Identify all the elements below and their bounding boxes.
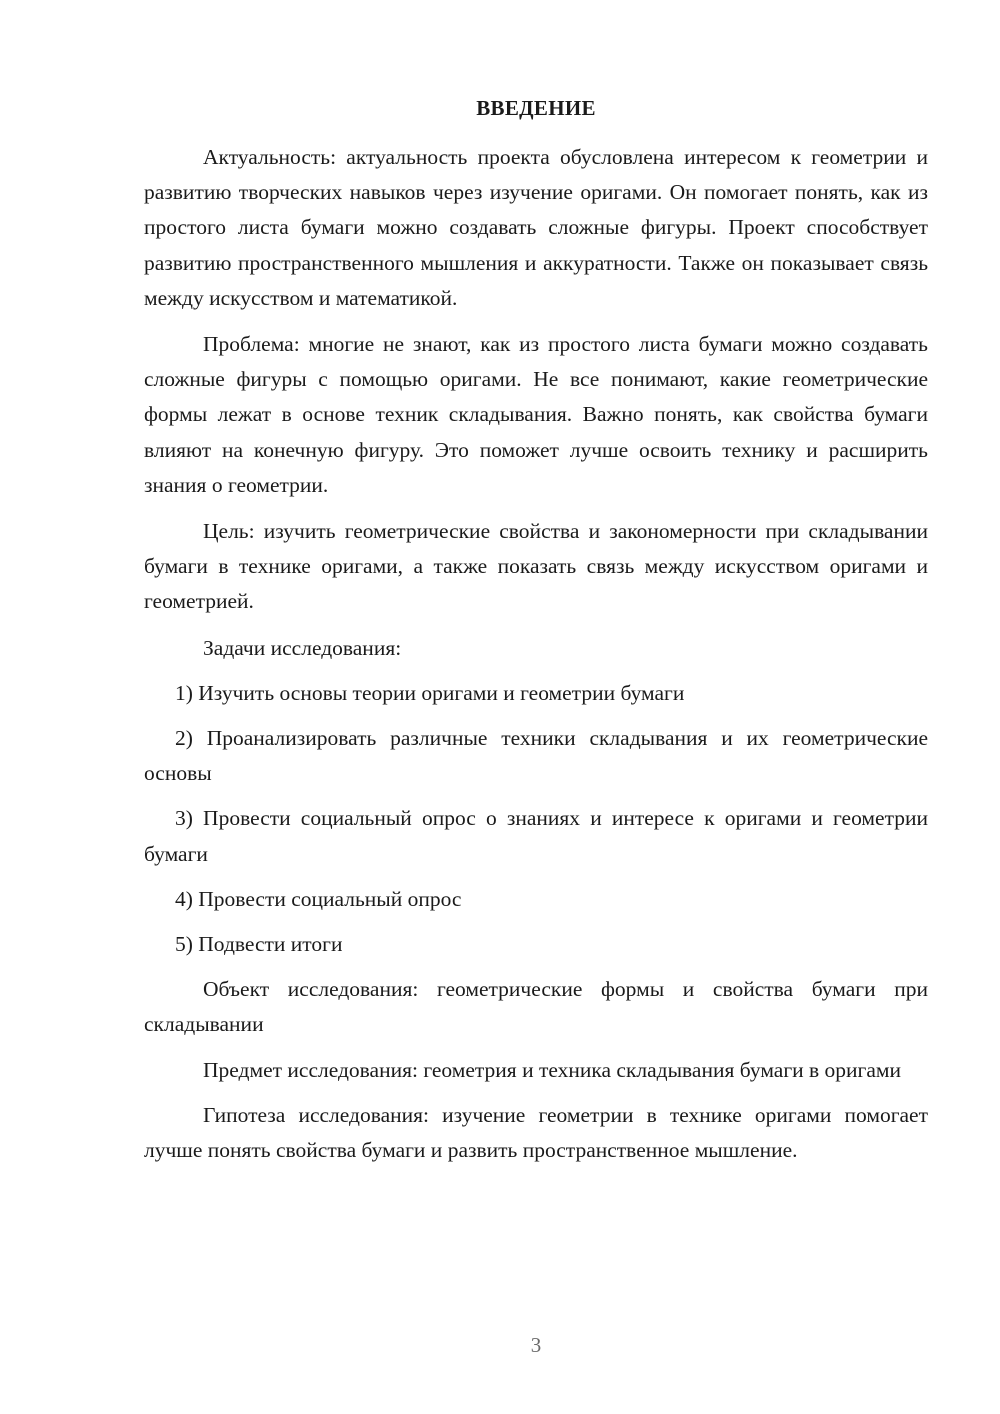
list-item-task-4: 4) Провести социальный опрос <box>175 886 462 911</box>
paragraph-goal: Цель: изучить геометрические свойства и закономерности при складывании бумаги в технике оригами, а также показать связь между искусством оригами и геометрией. <box>144 519 928 614</box>
list-item-task-2: 2) Проанализировать различные техники складывания и их геометрические основы <box>144 726 928 786</box>
paragraph-relevance: Актуальность: актуальность проекта обусловлена интересом к геометрии и развитию творческих навыков через изучение оригами. Он помогает понять, как из простого листа бумаги можно создавать сложные фигуры. Проект способствует развитию пространственного мышления и аккуратности. Также он показывает связь между искусством и математикой. <box>144 145 928 310</box>
paragraph-subject: Предмет исследования: геометрия и техника складывания бумаги в оригами <box>203 1057 902 1082</box>
page-number: 3 <box>530 1333 542 1357</box>
paragraph-object: Объект исследования: геометрические формы и свойства бумаги при складывании <box>144 977 928 1037</box>
paragraph-problem: Проблема: многие не знают, как из простого листа бумаги можно создавать сложные фигуры с помощью оригами. Не все понимают, какие геометрические формы лежат в основе техник складывания. Важно понять, как свойства бумаги влияют на конечную фигуру. Это поможет лучше освоить технику и расширить знания о геометрии. <box>144 332 928 497</box>
document-body <box>144 140 928 1168</box>
paragraph-hypothesis: Гипотеза исследования: изучение геометрии в технике оригами помогает лучше понять свойства бумаги и развить пространственное мышление. <box>144 1102 928 1163</box>
list-item-task-3: 3) Провести социальный опрос о знаниях и интересе к оригами и геометрии бумаги <box>144 806 928 866</box>
list-item-task-1: 1) Изучить основы теории оригами и геометрии бумаги <box>175 680 685 705</box>
tasks-heading: Задачи исследования: <box>203 635 402 660</box>
page-title: ВВЕДЕНИЕ <box>476 96 596 120</box>
list-item-task-5: 5) Подвести итоги <box>175 932 343 957</box>
